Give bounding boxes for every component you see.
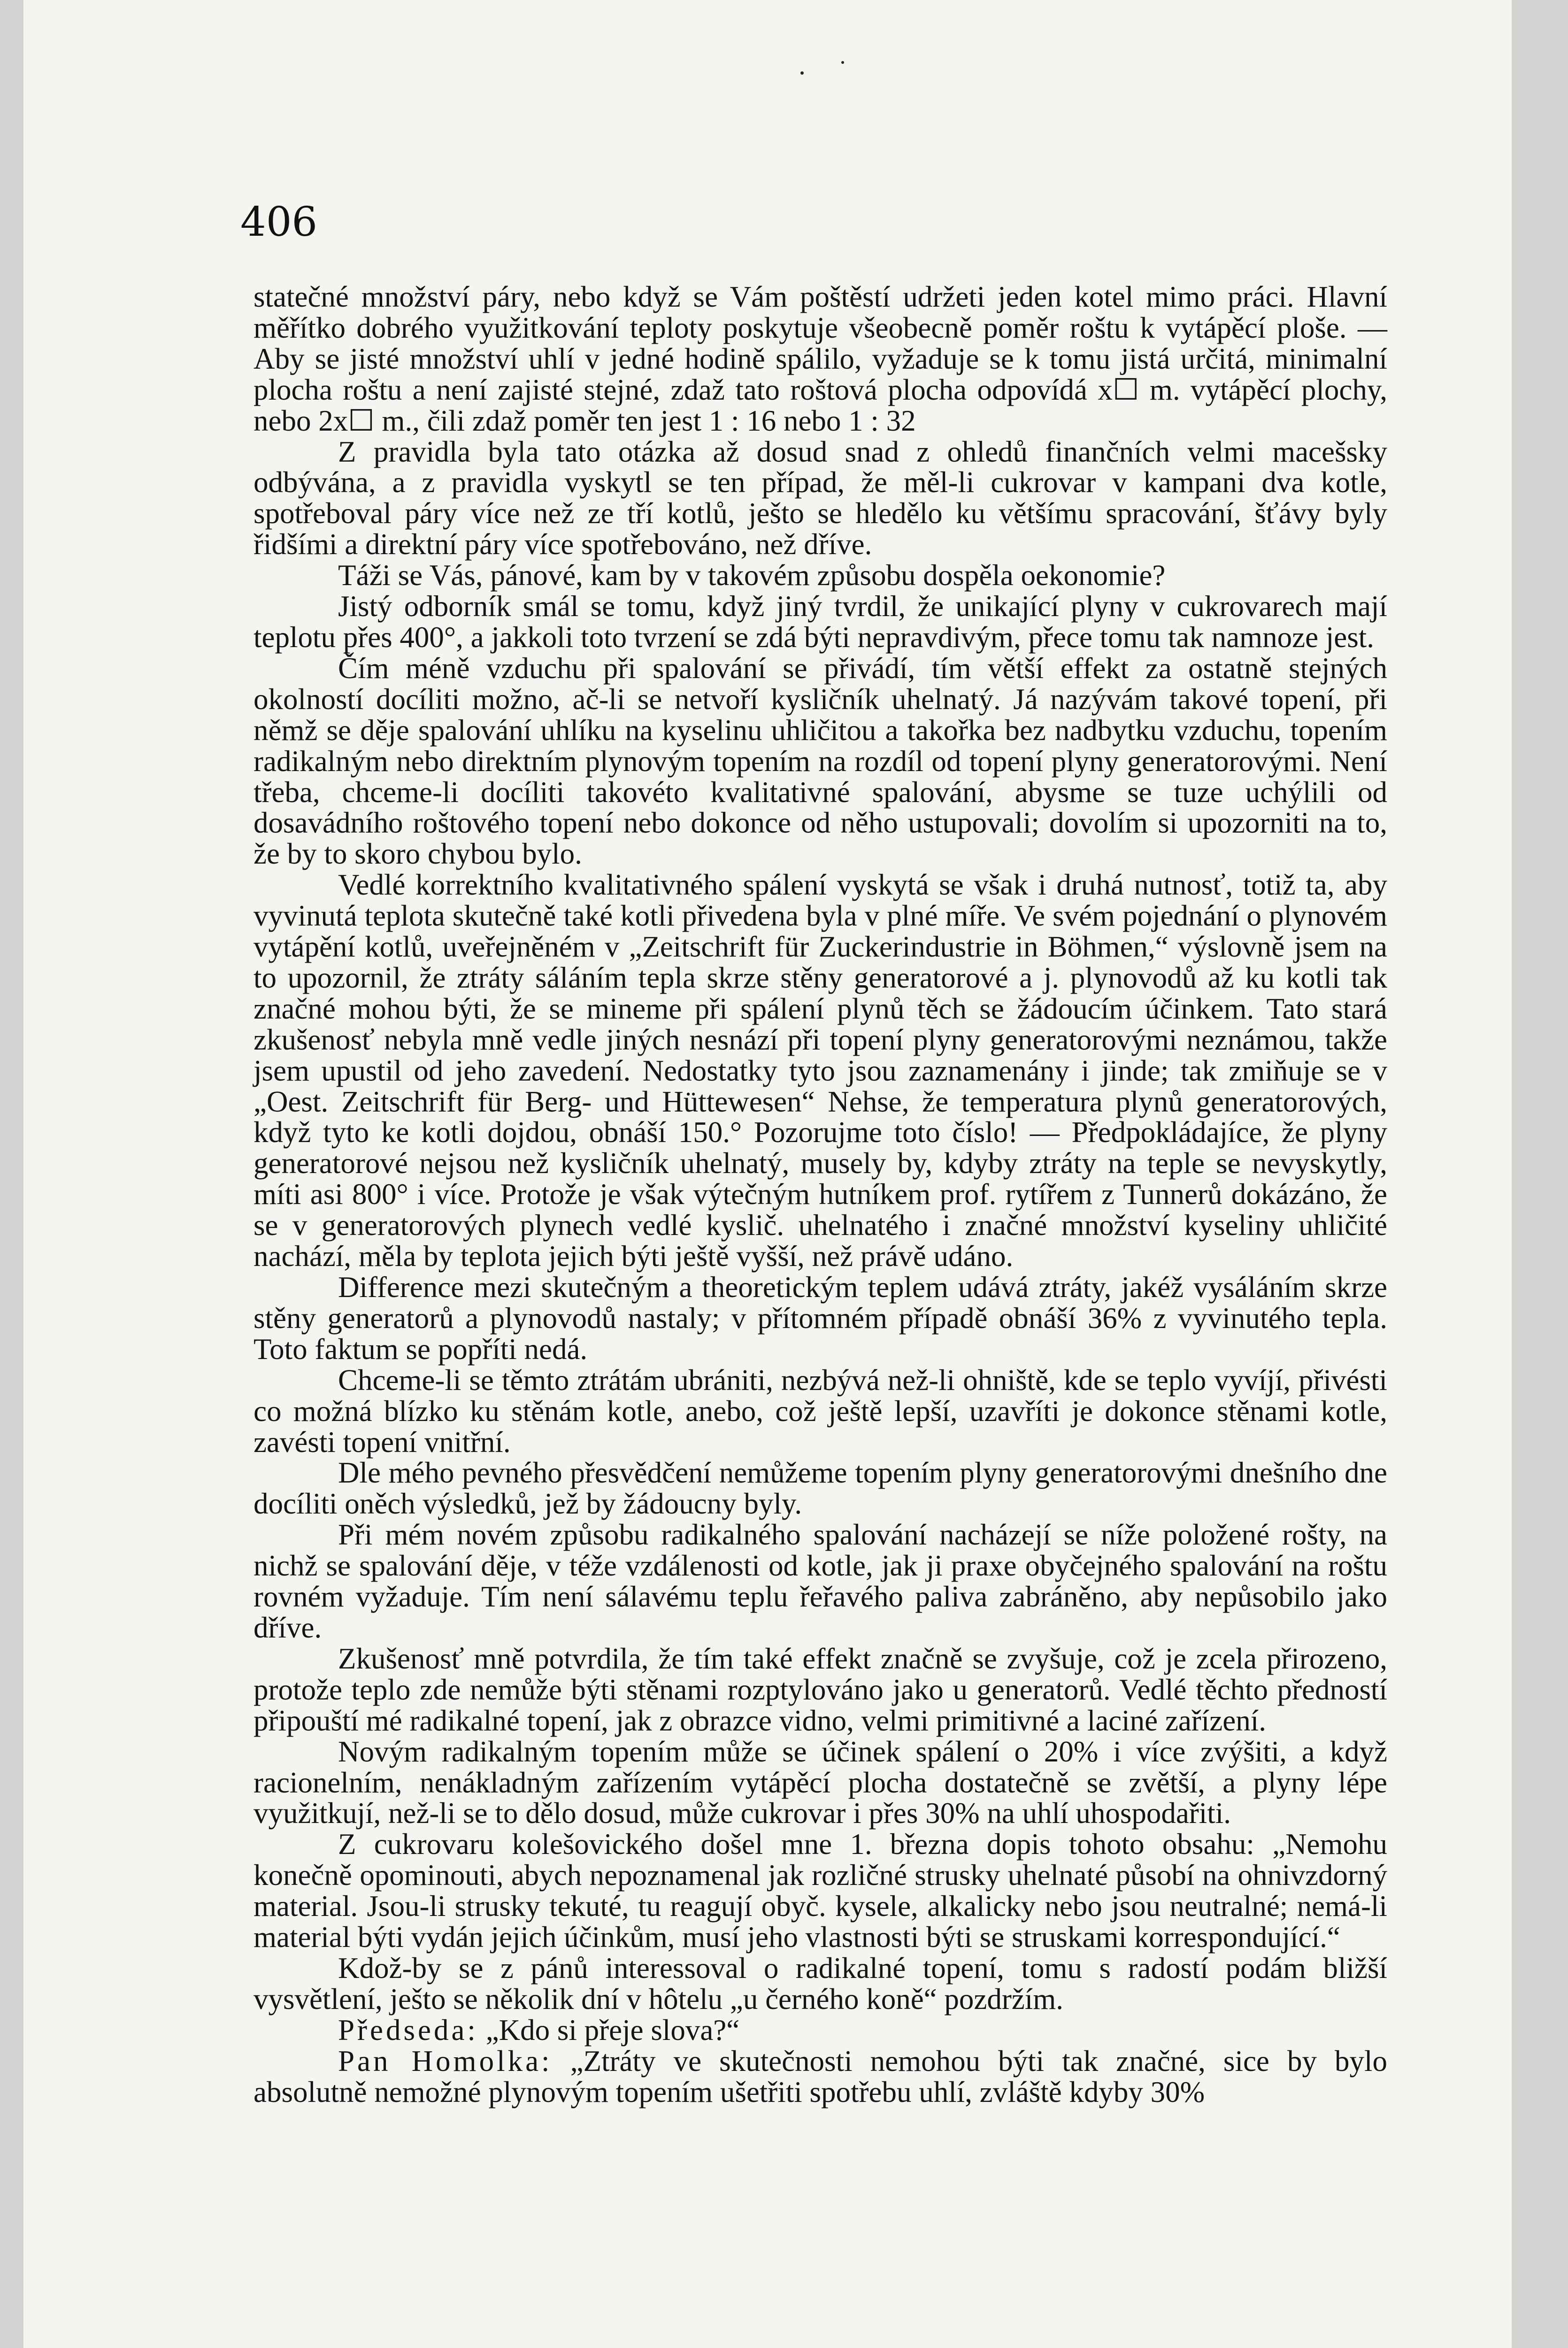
- speech-text: „Ztráty ve skutečnosti nemohou býti tak značné, sice by bylo absolutně nemožné plynovým topením ušetřiti spotřebu uhlí, zvláště kdyby 30%: [254, 2044, 1388, 2109]
- speech-text: „Kdo si přeje slova?“: [485, 2013, 740, 2047]
- scan-speck: [841, 61, 844, 64]
- paragraph: Chceme-li se těmto ztrátám ubrániti, nezbývá než-li ohniště, kde se teplo vyvíjí, přivésti co možná blízko ku stěnám kotle, anebo, což ještě lepší, uzavříti je dokonce stěnami kotle, zavésti topení vnitřní.: [254, 1363, 1387, 1459]
- paragraph: Novým radikalným topením může se účinek spálení o 20% i více zvýšiti, a když racionelním, nenákladným zařízením vytápěcí plocha dostatečně se zvětší, a plyny lépe využitkují, než-li se to dělo dosud, může cukrovar i přes 30% na uhlí uhospodařiti.: [254, 1735, 1387, 1830]
- scanned-page: [23, 0, 1512, 2348]
- speaker-paragraph: [254, 2046, 1387, 2108]
- paragraph: statečné množství páry, nebo když se Vám poštěstí udržeti jeden kotel mimo práci. Hlavní měřítko dobrého využitkování teploty poskytuje všeobecně poměr roštu k vytápěcí ploše. — Aby se jisté množství uhlí v jedné hodině spálilo, vyžaduje se k tomu jistá určitá, minimalní plocha roštu a není zajisté stejné, zdaž tato roštová plocha odpovídá x☐ m. vytápěcí plochy, nebo 2x☐ m., čili zdaž poměr ten jest 1 : 16 nebo 1 : 32: [254, 280, 1387, 437]
- paragraph: Táži se Vás, pánové, kam by v takovém způsobu dospěla oekonomie?: [338, 559, 1166, 592]
- paragraph: Z cukrovaru kolešovického došel mne 1. března dopis tohoto obsahu: „Nemohu konečně opominouti, abych nepoznamenal jak rozličné strusky uhelnaté působí na ohnivzdorný material. Jsou-li strusky tekuté, tu reagují obyč. kysele, alkalicky nebo jsou neutralné; nemá-li material býti vydán jejich účinkům, musí jeho vlastnosti býti se struskami korrespondující.“: [254, 1828, 1387, 1954]
- paragraph: Kdož-by se z pánů interessoval o radikalné topení, tomu s radostí podám bližší vysvětlení, ješto se několik dní v hôtelu „u černého koně“ pozdržím.: [254, 1951, 1387, 2016]
- paragraph: Z pravidla byla tato otázka až dosud snad z ohledů finančních velmi macešsky odbývána, a z pravidla vyskytl se ten případ, že měl-li cukrovar v kampani dva kotle, spotřeboval páry více než ze tří kotlů, ješto se hledělo ku většímu spracování, šťávy byly řidšími a direktní páry více spotřebováno, než dříve.: [254, 435, 1387, 561]
- speaker-name: Pan Homolka:: [338, 2044, 553, 2078]
- paragraph: Jistý odborník smál se tomu, když jiný tvrdil, že unikající plyny v cukrovarech mají teplotu přes 400°, a jakkoli toto tvrzení se zdá býti nepravdivým, přece tomu tak namnoze jest.: [254, 590, 1387, 654]
- paragraph: Zkušenosť mně potvrdila, že tím také effekt značně se zvyšuje, což je zcela přirozeno, protože teplo zde nemůže býti stěnami rozptylováno jako u generatorů. Vedlé těchto předností připouští mé radikalné topení, jak z obrazce vidno, velmi primitivné a laciné zařízení.: [254, 1642, 1387, 1737]
- paragraph: Při mém novém způsobu radikalného spalování nacházejí se níže položené rošty, na nichž se spalování děje, v téže vzdálenosti od kotle, jak ji praxe obyčejného spalování na roštu rovném vyžaduje. Tím není sálavému teplu řeřavého paliva zabráněno, aby nepůsobilo jako dříve.: [254, 1518, 1387, 1644]
- paragraph: Čím méně vzduchu při spalování se přivádí, tím větší effekt za ostatně stejných okolností docíliti možno, ač-li se netvoří kysličník uhelnatý. Já nazývám takové topení, při němž se děje spalování uhlíku na kyselinu uhličitou a takořka bez nadbytku vzduchu, topením radikalným nebo direktním plynovým topením na rozdíl od topení plyny generatorovými. Není třeba, chceme-li docíliti takovéto kvalitativné spalování, abysme se tuze uchýlili od dosavádního roštového topení nebo dokonce od něho ustupovali; dovolím si upozorniti na to, že by to skoro chybou bylo.: [254, 651, 1387, 871]
- speaker-paragraph: [254, 2015, 1387, 2046]
- page-number: 406: [240, 199, 318, 246]
- speaker-name: Předseda:: [338, 2013, 478, 2047]
- paragraph: Dle mého pevného přesvědčení nemůžeme topením plyny generatorovými dnešního dne docíliti oněch výsledků, jež by žádoucny byly.: [254, 1456, 1387, 1521]
- body-text: [254, 282, 1387, 2108]
- paragraph: Vedlé korrektního kvalitativného spálení vyskytá se však i druhá nutnosť, totiž ta, aby vyvinutá teplota skutečně také kotli přivedena byla v plné míře. Ve svém pojednání o plynovém vytápění kotlů, uveřejněném v „Zeitschrift für Zuckerindustrie in Böhmen,“ výslovně jsem na to upozornil, že ztráty sáláním tepla skrze stěny generatorové a j. plynovodů až ku kotli tak značné mohou býti, že se mineme při spálení plynů těch se žádoucím účinkem. Tato stará zkušenosť nebyla mně vedle jiných nesnází při topení plyny generatorovými neznámou, takže jsem upustil od jeho zavedení. Nedostatky tyto jsou zaznamenány i jinde; tak zmiňuje se v „Oest. Zeitschrift für Berg- und Hüttewesen“ Nehse, že temperatura plynů generatorových, když tyto ke kotli dojdou, obnáší 150.° Pozorujme toto číslo! — Předpokládajíce, že plyny generatorové nejsou než kysličník uhelnatý, musely by, kdyby ztráty na teple se nevyskytly, míti asi 800° i více. Protože je však výtečným hutníkem prof. rytířem z Tunnerů dokázáno, že se v generatorových plynech vedlé kyslič. uhelnatého i značné množství kyseliny uhličité nachází, měla by teplota jejich býti ještě vyšší, než právě udáno.: [254, 868, 1387, 1273]
- scan-speck: [800, 71, 804, 75]
- paragraph: Difference mezi skutečným a theoretickým teplem udává ztráty, jakéž vysáláním skrze stěny generatorů a plynovodů nastaly; v přítomném případě obnáší 36% z vyvinutého tepla. Toto faktum se popříti nedá.: [254, 1271, 1387, 1366]
